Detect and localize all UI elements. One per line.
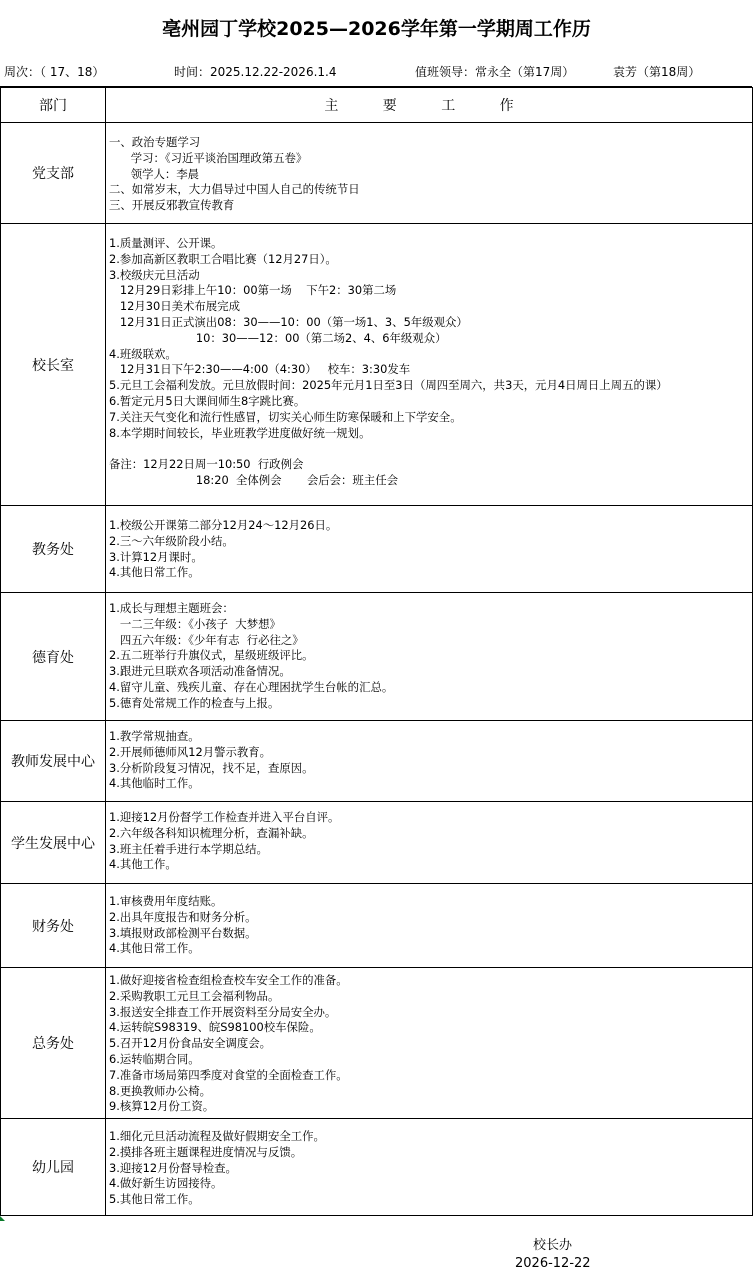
info-row — [0, 54, 753, 86]
content-line: 4.其他工作。 — [109, 857, 177, 872]
content-line: 1.迎接12月份督学工作检查并进入平台自评。 — [109, 810, 340, 824]
content-line: 2.三～六年级阶段小结。 — [109, 533, 234, 548]
dept-cell: 幼儿园 — [1, 1119, 106, 1216]
content-line: 2.参加高新区教职工合唱比赛（12月27日）。 — [109, 251, 337, 266]
content-cell — [106, 224, 753, 506]
content-line: 2.出具年度报告和财务分析。 — [109, 909, 257, 924]
table-row — [1, 593, 753, 721]
content-line: 12月31日下午2:30——4:00（4:30） 校车：3:30发车 — [109, 362, 411, 377]
content-line: 18:20 全体例会 会后会：班主任会 — [109, 472, 398, 487]
content-line: 3.计算12月课时。 — [109, 549, 203, 564]
content-line: 4.留守儿童、残疾儿童、存在心理困扰学生台帐的汇总。 — [109, 679, 394, 694]
content-line: 4.做好新生访园接待。 — [109, 1176, 223, 1191]
content-line: 4.其他日常工作。 — [109, 941, 200, 956]
table-row — [1, 224, 753, 506]
footer-date: 2026-12-22 — [515, 1256, 591, 1271]
table-header-row — [1, 88, 753, 123]
table-row — [1, 884, 753, 968]
dept-cell: 教务处 — [1, 506, 106, 593]
dept-cell: 学生发展中心 — [1, 802, 106, 884]
content-line: 备注：12月22日周一10:50 行政例会 — [109, 457, 304, 472]
content-line: 2.六年级各科知识梳理分析，查漏补缺。 — [109, 825, 314, 840]
content-cell — [106, 593, 753, 721]
content-line: 5.其他日常工作。 — [109, 1192, 200, 1207]
header-dept: 部门 — [1, 88, 106, 123]
footer-office: 校长办 — [533, 1238, 573, 1253]
content-line: 3.跟进元旦联欢各项活动准备情况。 — [109, 664, 291, 679]
content-line: 1.教学常规抽查。 — [109, 729, 200, 743]
dept-cell: 德育处 — [1, 593, 106, 721]
content-line: 三、开展反邪教宣传教育 — [109, 198, 235, 213]
table-row — [1, 1119, 753, 1216]
content-line: 2.五二班举行升旗仪式，星级班级评比。 — [109, 648, 314, 663]
content-cell — [106, 1119, 753, 1216]
leader-info: 值班领导：常永全（第17周） — [415, 65, 575, 79]
content-line: 4.其他临时工作。 — [109, 776, 200, 791]
content-line: 9.核算12月份工资。 — [109, 1099, 215, 1114]
content-line: 8.本学期时间较长，毕业班教学进度做好统一规划。 — [109, 425, 371, 440]
content-line: 1.校级公开课第二部分12月24～12月26日。 — [109, 518, 338, 532]
content-line: 8.更换教师办公椅。 — [109, 1083, 211, 1098]
content-line: 2.开展师德师风12月警示教育。 — [109, 744, 272, 759]
content-line: 5.德育处常规工作的检查与上报。 — [109, 695, 280, 710]
content-line: 3.校级庆元旦活动 — [109, 267, 200, 282]
content-line: 12月29日彩排上午10：00第一场 下午2：30第二场 — [109, 283, 397, 298]
header-main: 主 要 工 作 — [106, 88, 753, 123]
content-line: 3.班主任着手进行本学期总结。 — [109, 841, 268, 856]
table-row — [1, 968, 753, 1119]
content-line: 4.其他日常工作。 — [109, 565, 200, 580]
dept-cell: 党支部 — [1, 123, 106, 224]
content-line: 7.准备市场局第四季度对食堂的全面检查工作。 — [109, 1067, 348, 1082]
content-line: 12月31日正式演出08：30——10：00（第一场1、3、5年级观众） — [109, 314, 468, 329]
content-cell — [106, 506, 753, 593]
content-line: 4.班级联欢。 — [109, 346, 177, 361]
content-line: 领学人：李晨 — [109, 166, 200, 181]
content-cell — [106, 802, 753, 884]
content-cell — [106, 721, 753, 802]
content-line: 二、如常岁末，大力倡导过中国人自己的传统节日 — [109, 182, 360, 197]
table-row — [1, 802, 753, 884]
content-line: 10：30——12：00（第二场2、4、6年级观众） — [109, 330, 447, 345]
table-row — [1, 123, 753, 224]
content-line: 7.关注天气变化和流行性感冒，切实关心师生防寒保暖和上下学安全。 — [109, 409, 462, 424]
content-line: 1.成长与理想主题班会： — [109, 601, 234, 615]
content-line: 3.迎接12月份督导检查。 — [109, 1160, 237, 1175]
table-row — [1, 506, 753, 593]
content-line: 2.采购教职工元旦工会福利物品。 — [109, 988, 280, 1003]
content-line: 3.报送安全排查工作开展资料至分局安全办。 — [109, 1004, 337, 1019]
dept-cell: 校长室 — [1, 224, 106, 506]
work-calendar-table — [0, 86, 752, 1216]
content-line: 12月30日美术布展完成 — [109, 299, 240, 314]
content-line: 3.分析阶段复习情况，找不足，查原因。 — [109, 760, 314, 775]
content-line — [109, 441, 752, 457]
footer — [0, 1218, 753, 1286]
content-line: 一、政治专题学习 — [109, 135, 201, 149]
dept-cell: 财务处 — [1, 884, 106, 968]
content-line: 5.元旦工会福利发放。元旦放假时间：2025年元月1日至3日（周四至周六，共3天，元月4日周日上周五的课） — [109, 378, 668, 393]
content-line: 学习：《习近平谈治国理政第五卷》 — [109, 150, 308, 165]
content-line: 一二三年级：《小孩子 大梦想》 — [109, 616, 281, 631]
week-info: 周次：（ 17、18） — [4, 65, 105, 79]
table-row — [1, 721, 753, 802]
content-line: 1.质量测评、公开课。 — [109, 236, 223, 250]
time-info: 时间：2025.12.22-2026.1.4 — [174, 65, 337, 79]
leader2-info: 袁芳（第18周） — [613, 65, 701, 79]
content-line: 1.细化元旦活动流程及做好假期安全工作。 — [109, 1129, 325, 1143]
content-cell — [106, 123, 753, 224]
dept-cell: 总务处 — [1, 968, 106, 1119]
content-line: 2.摸排各班主题课程进度情况与反馈。 — [109, 1144, 303, 1159]
content-line: 3.填报财政部检测平台数据。 — [109, 925, 257, 940]
content-line: 四五六年级：《少年有志 行必往之》 — [109, 632, 304, 647]
content-line: 1.审核费用年度结账。 — [109, 894, 223, 908]
content-line: 5.召开12月份食品安全调度会。 — [109, 1036, 272, 1051]
page-title: 亳州园丁学校2025—2026学年第一学期周工作历 — [162, 17, 591, 40]
dept-cell: 教师发展中心 — [1, 721, 106, 802]
content-cell — [106, 968, 753, 1119]
content-line: 1.做好迎接省检查组检查校车安全工作的准备。 — [109, 973, 348, 987]
content-line: 4.运转皖S98319、皖S98100校车保险。 — [109, 1020, 321, 1035]
content-cell — [106, 884, 753, 968]
content-line: 6.运转临期合同。 — [109, 1051, 200, 1066]
content-line: 6.暂定元月5日大课间师生8字跳比赛。 — [109, 393, 306, 408]
